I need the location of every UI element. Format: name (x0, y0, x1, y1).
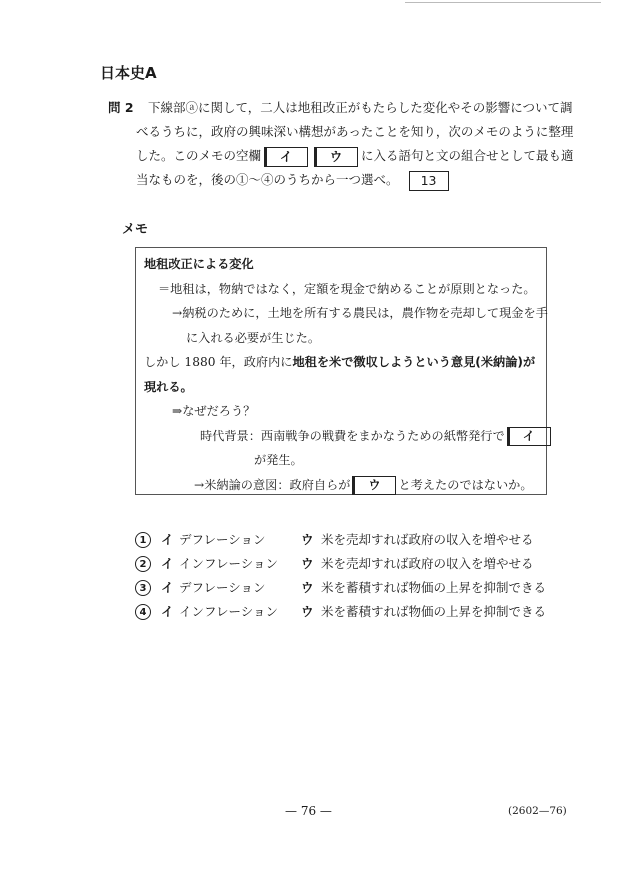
memo-line-3: に入れる必要が生じた。 (186, 330, 321, 345)
memo-line-4 (144, 350, 538, 375)
choice-key-i: イ (161, 532, 174, 547)
memo-line-9-post: と考えたのではないか。 (398, 477, 533, 492)
question-text (108, 96, 574, 192)
choice-value-u: 米を蓄積すれば物価の上昇を抑制できる (321, 604, 547, 619)
memo-line-9-pre: →米納論の意図：政府自らが (194, 477, 351, 492)
question-line-3-post: に入る語句と文の組合せとして最も適 (361, 148, 574, 163)
question-number: 問 2 (108, 100, 134, 115)
memo-line-2: →納税のために，土地を所有する農民は，農作物を売却して現金を手 (172, 306, 548, 320)
question-line-3 (136, 144, 574, 168)
choice-key-u: ウ (301, 604, 314, 619)
memo-line-7 (144, 424, 538, 449)
top-rule (405, 2, 601, 3)
choice-value-i: デフレーション (179, 580, 266, 595)
memo-line-7-pre: 時代背景：西南戦争の戦費をまかなうための紙幣発行で (200, 428, 505, 443)
memo-line-9 (144, 473, 538, 498)
choice-value-i: デフレーション (179, 532, 266, 547)
choice-2[interactable] (135, 552, 546, 576)
memo-blank-box-i: イ (507, 427, 551, 446)
question-line-1: 下線部ⓐに関して，二人は地租改正がもたらした変化やその影響について調 (148, 100, 573, 115)
answer-number-box: 13 (409, 171, 449, 191)
page-number: — 76 — (285, 804, 332, 818)
memo-box (135, 247, 547, 495)
question-line-4-text: 当なものを，後の①～④のうちから一つ選べ。 (136, 172, 399, 187)
choice-value-u: 米を売却すれば政府の収入を増やせる (321, 556, 534, 571)
blank-box-u: ウ (314, 147, 358, 167)
choice-key-u: ウ (301, 556, 314, 571)
choice-key-i: イ (161, 556, 174, 571)
answer-choices (135, 528, 546, 624)
memo-line-5: 現れる。 (144, 379, 193, 394)
question-line-3-pre: した。このメモの空欄 (136, 148, 262, 163)
choice-number: 2 (135, 556, 151, 572)
choice-value-u: 米を蓄積すれば物価の上昇を抑制できる (321, 580, 547, 595)
question-block (108, 96, 574, 192)
choice-key-u: ウ (301, 532, 314, 547)
choice-value-i: インフレーション (179, 604, 279, 619)
subject-title: 日本史A (100, 64, 157, 82)
memo-title: 地租改正による変化 (144, 257, 254, 271)
choice-key-i: イ (161, 604, 174, 619)
memo-line-4-bold: 地租を米で徴収しようという意見(米納論)が (292, 355, 536, 369)
memo-line-8: が発生。 (254, 453, 303, 467)
exam-code: (2602—76) (508, 805, 567, 817)
question-line-2: べるうちに，政府の興味深い構想があったことを知り，次のメモのように整理 (136, 124, 574, 139)
choice-1[interactable] (135, 528, 546, 552)
memo-blank-box-u: ウ (352, 476, 396, 495)
choice-key-u: ウ (301, 580, 314, 595)
memo-line-4-pre: しかし 1880 年，政府内に (144, 355, 293, 369)
choice-4[interactable] (135, 600, 546, 624)
choice-value-u: 米を売却すれば政府の収入を増やせる (321, 532, 534, 547)
blank-box-i: イ (264, 147, 308, 167)
choice-key-i: イ (161, 580, 174, 595)
memo-line-6: ⇒なぜだろう？ (172, 404, 256, 418)
choice-value-i: インフレーション (179, 556, 279, 571)
memo-line-1: ＝地租は，物納ではなく，定額を現金で納めることが原則となった。 (158, 281, 536, 296)
choice-3[interactable] (135, 576, 546, 600)
question-line-4 (136, 168, 548, 192)
choice-number: 1 (135, 532, 151, 548)
memo-label: メモ (122, 222, 149, 237)
choice-number: 3 (135, 580, 151, 596)
choice-number: 4 (135, 604, 151, 620)
